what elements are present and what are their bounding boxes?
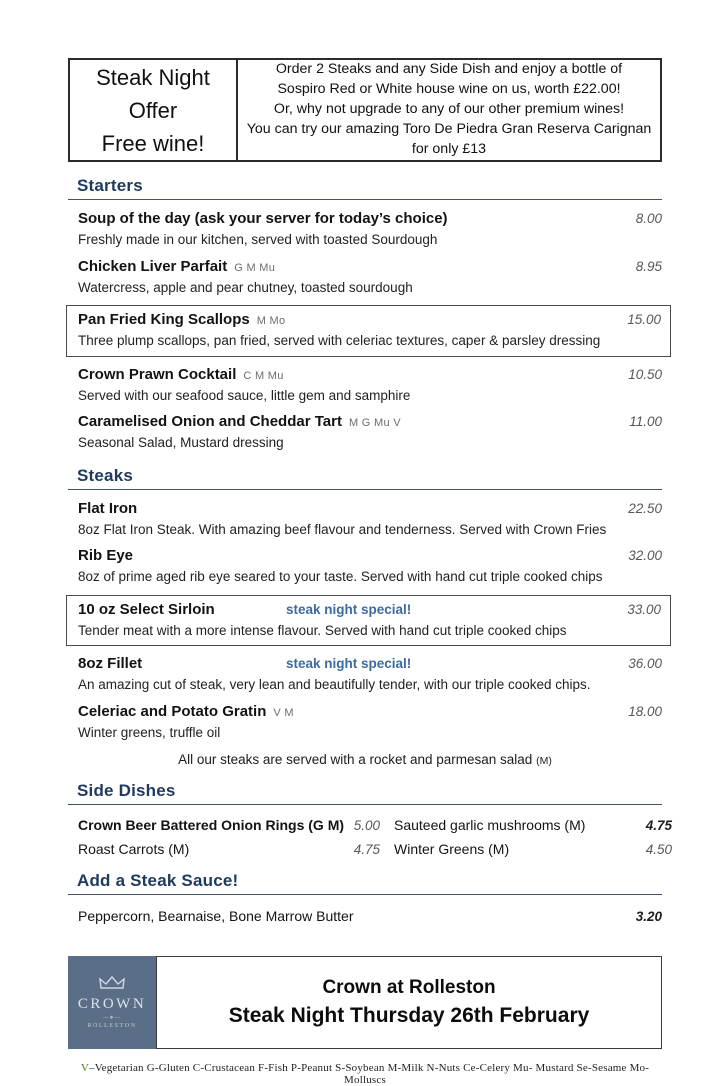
side-dish-name: Sauteed garlic mushrooms (M) [394,817,586,834]
item-description: Watercress, apple and pear chutney, toasted sourdough [78,279,413,295]
crown-icon [99,976,125,994]
menu-item-flat-iron [68,500,662,539]
logo-divider: —❖— [103,1015,121,1022]
item-description: Served with our seafood sauce, little gem and samphire [78,387,411,403]
steak-night-special-label: steak night special! [286,656,412,672]
item-name: Flat Iron [78,499,138,517]
item-allergen-codes: G M Mu [234,261,276,274]
logo-text: CROWN [77,996,147,1013]
item-description: Seasonal Salad, Mustard dressing [78,435,284,451]
side-dish-name: Winter Greens (M) [394,841,510,858]
offer-description [238,60,660,160]
menu-page [0,58,724,1086]
menu-item-soup [68,210,662,249]
offer-body-line: Order 2 Steaks and any Side Dish and enjoy a bottle of [275,61,623,78]
menu-item-chicken-liver-parfait [68,258,662,297]
menu-item-fillet [68,655,662,694]
sauce-price: 3.20 [635,909,662,925]
menu-item-prawn-cocktail [68,366,662,405]
menu-item-onion-cheddar-tart [68,413,662,452]
offer-title-line: Free wine! [101,130,205,156]
venue-name: Crown at Rolleston [322,977,496,999]
item-description: Tender meat with a more intense flavour. Served with hand cut triple cooked chips [78,622,567,638]
steak-night-special-label: steak night special! [286,601,412,617]
side-dish-garlic-mushrooms [380,817,672,833]
offer-title-line: Steak Night [96,64,210,90]
allergen-key-text: –Vegetarian G-Gluten C-Crustacean F-Fish P-Peanut S-Soybean M-Milk N-Nuts Ce-Celery Mu- Mustard Se-Sesame Mo-Molluscs [89,1062,650,1086]
steaks-note [68,752,662,767]
sauce-names: Peppercorn, Bearnaise, Bone Marrow Butter [78,908,354,925]
item-name: Pan Fried King Scallops [78,311,250,329]
offer-body-line: for only £13 [411,140,487,157]
item-name: 8oz Fillet [78,655,143,673]
item-description: Winter greens, truffle oil [78,724,221,740]
item-name: Chicken Liver Parfait [78,257,228,275]
item-description: 8oz Flat Iron Steak. With amazing beef flavour and tenderness. Served with Crown Fries [78,521,607,537]
menu-item-select-sirloin-highlighted [66,595,671,647]
item-allergen-codes: M Mo [256,315,286,328]
item-name: Rib Eye [78,547,134,565]
item-price: 8.95 [635,258,662,274]
offer-title [70,60,238,160]
section-heading-steak-sauce: Add a Steak Sauce! [68,871,662,895]
side-dish-onion-rings [78,817,380,833]
item-allergen-codes: M G Mu V [348,417,401,430]
offer-body-line: Or, why not upgrade to any of our other premium wines! [273,101,625,118]
item-price: 8.00 [635,211,662,226]
offer-title-line: Offer [128,97,178,123]
footer [68,956,662,1049]
section-heading-side-dishes: Side Dishes [68,781,662,805]
allergen-key-vegetarian-code: V [80,1062,90,1075]
item-price: 11.00 [629,414,662,430]
item-description: Freshly made in our kitchen, served with toasted Sourdough [78,232,438,247]
side-dish-name: Crown Beer Battered Onion Rings (G M) [78,817,345,834]
item-price: 33.00 [627,601,661,617]
side-dish-roast-carrots [78,841,380,857]
side-dish-price: 5.00 [353,818,380,834]
side-dish-price: 4.75 [645,818,672,834]
menu-item-rib-eye [68,547,662,586]
crown-rolleston-logo [68,956,156,1049]
item-name: Soup of the day (ask your server for today’s choice) [78,210,448,227]
menu-item-celeriac-gratin [68,703,662,742]
item-description: An amazing cut of steak, very lean and beautifully tender, with our triple cooked chips. [78,677,591,693]
side-dishes-grid [68,817,672,858]
item-price: 18.00 [628,703,662,719]
side-dish-price: 4.75 [353,842,380,858]
allergen-key [68,1062,662,1086]
event-date: Steak Night Thursday 26th February [228,1004,590,1028]
offer-body-line: Sospiro Red or White house wine on us, worth £22.00! [277,81,621,98]
steak-sauce-item [68,908,662,924]
steaks-note-text: All our steaks are served with a rocket and parmesan salad [178,752,533,768]
offer-body-line: You can try our amazing Toro De Piedra Gran Reserva Carignan [246,120,652,137]
item-name: Celeriac and Potato Gratin [78,702,267,720]
item-name: Caramelised Onion and Cheddar Tart [78,413,342,431]
section-heading-starters: Starters [68,176,662,200]
item-price: 10.50 [628,366,662,382]
logo-subtext: ROLLESTON [87,1023,137,1030]
side-dish-name: Roast Carrots (M) [78,841,190,858]
item-description: Three plump scallops, pan fried, served with celeriac textures, caper & parsley dressing [78,333,601,349]
item-price: 32.00 [628,548,662,564]
item-allergen-codes: C M Mu [243,369,284,382]
item-price: 36.00 [628,656,662,672]
side-dish-winter-greens [380,841,672,857]
steaks-note-allergen: (M) [536,755,552,768]
offer-box [68,58,662,162]
section-heading-steaks: Steaks [68,466,662,490]
item-price: 15.00 [627,312,661,328]
menu-item-king-scallops-highlighted [66,305,671,357]
item-price: 22.50 [628,500,662,516]
item-name: 10 oz Select Sirloin [78,600,215,618]
item-description: 8oz of prime aged rib eye seared to your taste. Served with hand cut triple cooked chips [78,569,603,585]
item-name: Crown Prawn Cocktail [78,365,237,383]
footer-title-box [156,956,662,1049]
item-allergen-codes: V M [273,706,294,719]
side-dish-price: 4.50 [645,842,672,858]
